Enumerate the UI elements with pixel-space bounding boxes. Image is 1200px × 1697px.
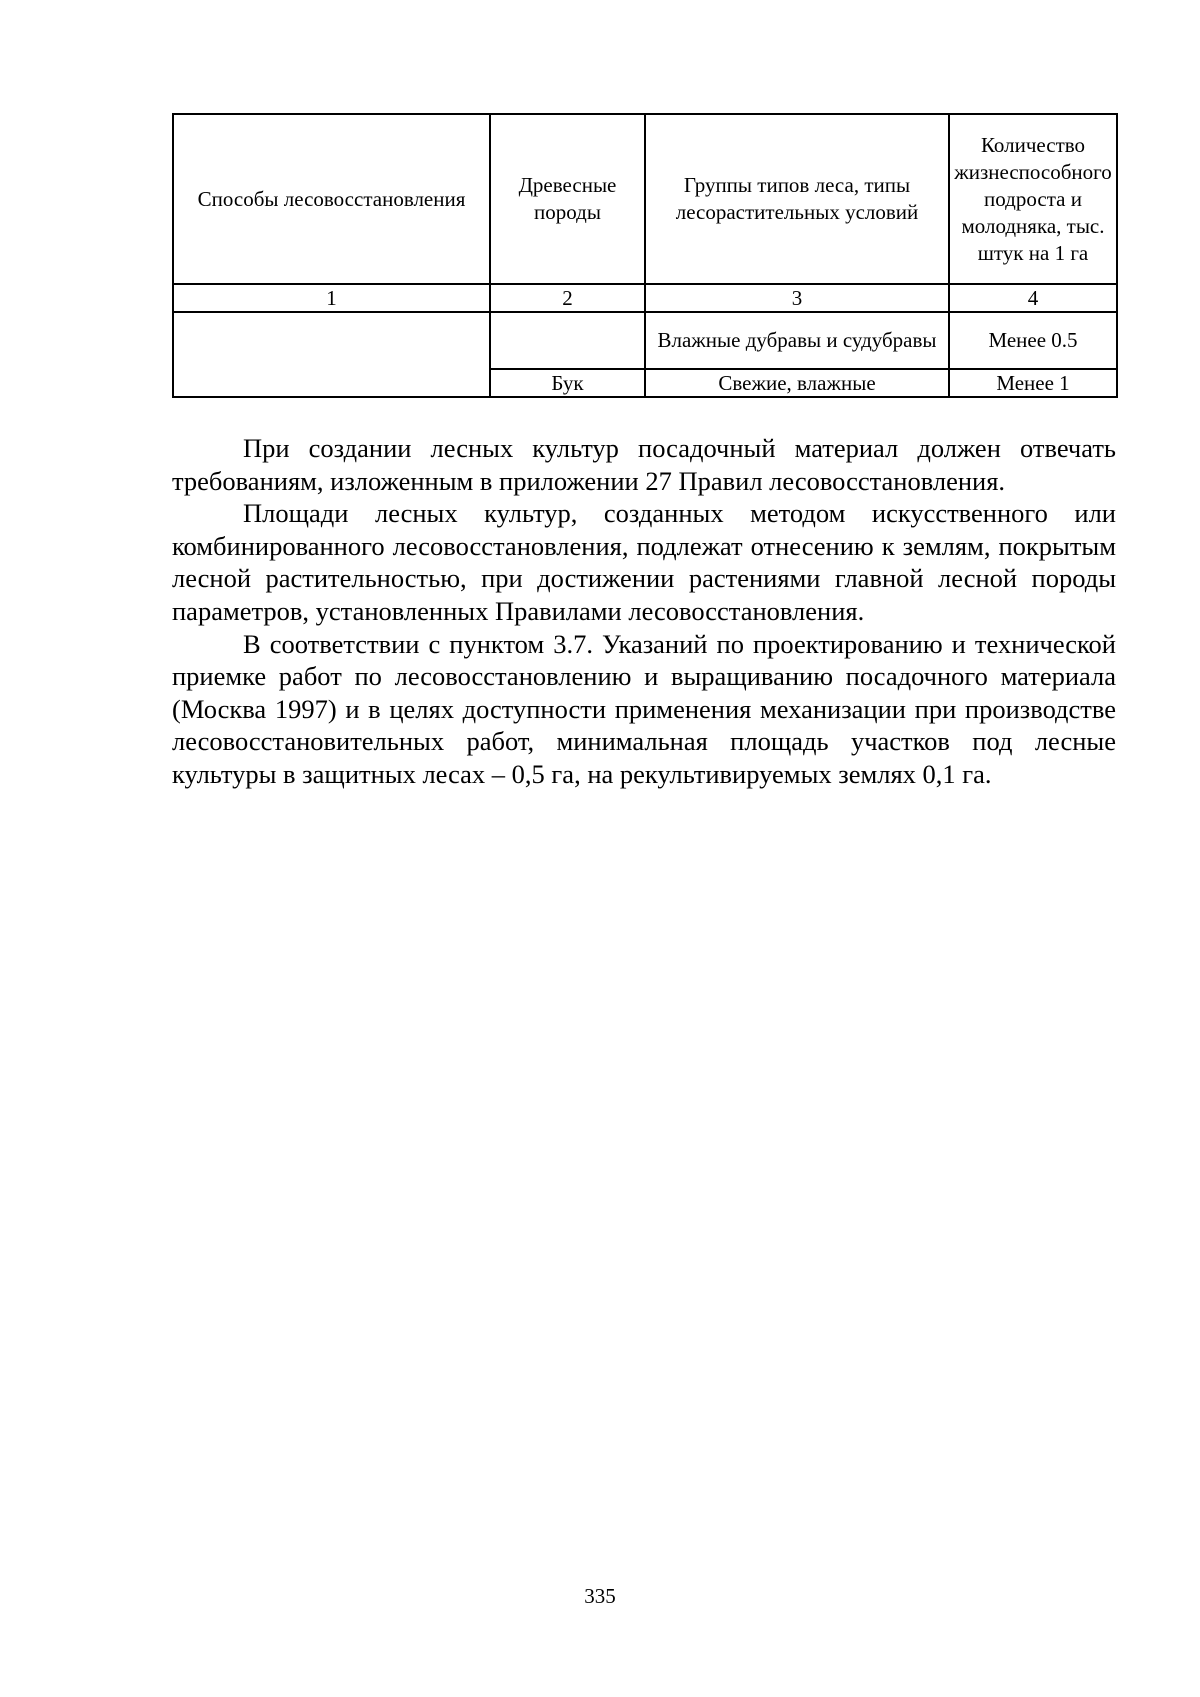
table-cell-forest-type: Влажные дубравы и судубравы bbox=[645, 312, 949, 369]
table-cell-method bbox=[173, 312, 490, 397]
table-cell-quantity: Менее 1 bbox=[949, 369, 1117, 397]
body-text bbox=[172, 432, 1116, 791]
table-cell-species: Бук bbox=[490, 369, 645, 397]
column-number-cell: 3 bbox=[645, 284, 949, 312]
table-cell-quantity: Менее 0.5 bbox=[949, 312, 1117, 369]
header-cell-methods: Способы лесовосстановления bbox=[173, 114, 490, 284]
reforestation-table bbox=[172, 113, 1118, 398]
page-number: 335 bbox=[584, 1584, 616, 1608]
table-cell-forest-type: Свежие, влажные bbox=[645, 369, 949, 397]
header-cell-forest-types: Группы типов леса, типы лесорастительных условий bbox=[645, 114, 949, 284]
header-cell-tree-species: Древесные породы bbox=[490, 114, 645, 284]
paragraph-minimum-area: В соответствии с пунктом 3.7. Указаний по проектированию и технической приемке работ по лесовосстановлению и выращиванию посадочного материала (Москва 1997) и в целях доступности применения механизации при производстве лесовосстановительных работ, минимальная площадь участков под лесные культуры в защитных лесах – 0,5 га, на рекультивируемых землях 0,1 га. bbox=[172, 628, 1116, 789]
column-number-cell: 2 bbox=[490, 284, 645, 312]
table-row bbox=[173, 312, 1117, 369]
table-column-numbers-row bbox=[173, 284, 1117, 312]
table-header-row bbox=[173, 114, 1117, 284]
paragraph-planting-material: При создании лесных культур посадочный материал должен отвечать требованиям, изложенным в приложении 27 Правил лесовосстановления. bbox=[172, 433, 1116, 496]
column-number-cell: 4 bbox=[949, 284, 1117, 312]
column-number-cell: 1 bbox=[173, 284, 490, 312]
paragraph-forest-culture-areas: Площади лесных культур, созданных методом искусственного или комбинированного лесовосстановления, подлежат отнесению к землям, покрытым лесной растительностью, при достижении растениями главной лесной породы параметров, установленных Правилами лесовосстановления. bbox=[172, 498, 1116, 626]
header-cell-quantity: Количество жизнеспособного подроста и молодняка, тыс. штук на 1 га bbox=[949, 114, 1117, 284]
table-cell-species bbox=[490, 312, 645, 369]
